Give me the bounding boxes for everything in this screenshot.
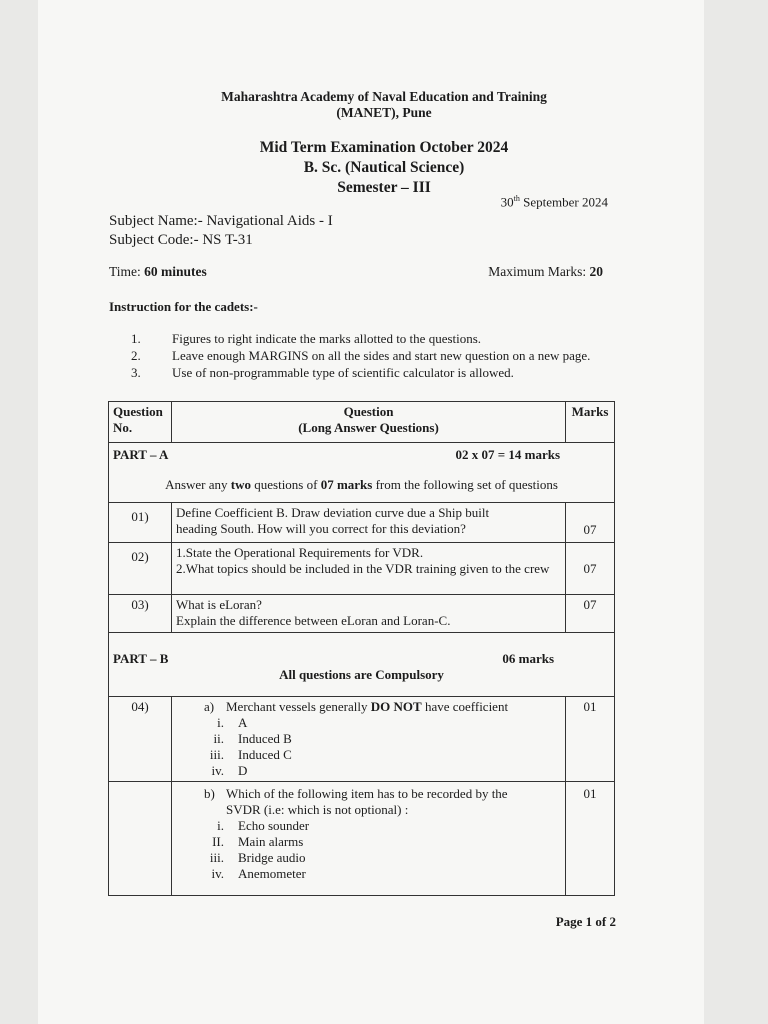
sub-question-text: SVDR (i.e: which is not optional) : [226,802,409,817]
subject-code: Subject Code:- NS T-31 [109,232,253,248]
exam-title: Mid Term Examination October 2024 [259,139,509,156]
maximum-marks: Maximum Marks: 20 [488,264,603,279]
part-b-marks: 06 marks [502,651,554,666]
option-list [188,715,561,779]
sub-question-text: Merchant vessels generally DO NOT have coefficient [226,699,509,714]
subject-block [109,212,333,250]
list-item: iii. Induced C [209,747,292,762]
exam-time: Time: 60 minutes [109,264,207,279]
table-header-row [109,402,615,443]
question-marks: 07 [566,543,615,595]
part-b-row [109,633,615,697]
table-row [109,503,615,543]
institute-name: Maharashtra Academy of Naval Education and Training [221,89,547,104]
part-b-section [109,633,615,697]
list-item: iv. Anemometer [211,866,306,881]
course-name: B. Sc. (Nautical Science) [303,159,465,176]
part-b-instruction: All questions are Compulsory [279,667,444,682]
list-item: ii. Induced B [213,731,292,746]
part-a-row [109,443,615,503]
question-number: 03) [109,595,172,633]
list-item: i. Echo sounder [217,818,310,833]
header-question-no: Question No. [109,402,172,443]
instruction-item: 1. Figures to right indicate the marks allotted to the questions. [131,331,482,346]
question-text [172,782,566,896]
subject-name: Subject Name:- Navigational Aids - I [109,213,333,229]
question-marks: 07 [566,595,615,633]
part-a-instruction: Answer any two questions of 07 marks from the following set of questions [165,477,558,492]
sub-question-letter: a) [204,699,215,714]
semester: Semester – III [337,179,431,196]
question-marks: 01 [566,697,615,782]
exam-title-block [0,138,768,198]
question-number: 02) [109,543,172,595]
sub-question-text: Which of the following item has to be recorded by the [226,786,508,801]
part-a-marks: 02 x 07 = 14 marks [455,447,560,462]
question-text: What is eLoran? Explain the difference between eLoran and Loran-C. [172,595,566,633]
part-b-label: PART – B [113,651,169,666]
instruction-item: 2. Leave enough MARGINS on all the sides and start new question on a new page. [131,348,591,363]
question-marks: 07 [566,503,615,543]
question-marks: 01 [566,782,615,896]
part-a-section [109,443,615,503]
table-row [109,697,615,782]
header-question: Question (Long Answer Questions) [172,402,566,443]
question-table [108,401,615,896]
list-item: II. Main alarms [212,834,304,849]
question-text: 1.State the Operational Requirements for VDR. 2.What topics should be included in the VDR training given to the crew [172,543,566,595]
exam-date: 30th September 2024 [500,194,608,210]
question-number: 04) [109,697,172,782]
instructions-heading: Instruction for the cadets:- [109,299,258,314]
part-a-label: PART – A [113,447,169,462]
sub-question-letter: b) [204,786,215,801]
question-text: Define Coefficient B. Draw deviation curve due a Ship built heading South. How will you correct for this deviation? [172,503,566,543]
table-row [109,782,615,896]
option-list [188,818,561,882]
instructions-list [131,331,601,382]
list-item: i. A [217,715,248,730]
institute-header [0,89,768,121]
list-item: iv. D [211,763,248,778]
instruction-item: 3. Use of non-programmable type of scientific calculator is allowed. [131,365,514,380]
question-number-empty [109,782,172,896]
header-marks: Marks [566,402,615,443]
question-number: 01) [109,503,172,543]
table-row [109,595,615,633]
question-text [172,697,566,782]
page-number: Page 1 of 2 [555,914,616,929]
table-row [109,543,615,595]
institute-short-name: (MANET), Pune [336,105,432,120]
list-item: iii. Bridge audio [209,850,306,865]
